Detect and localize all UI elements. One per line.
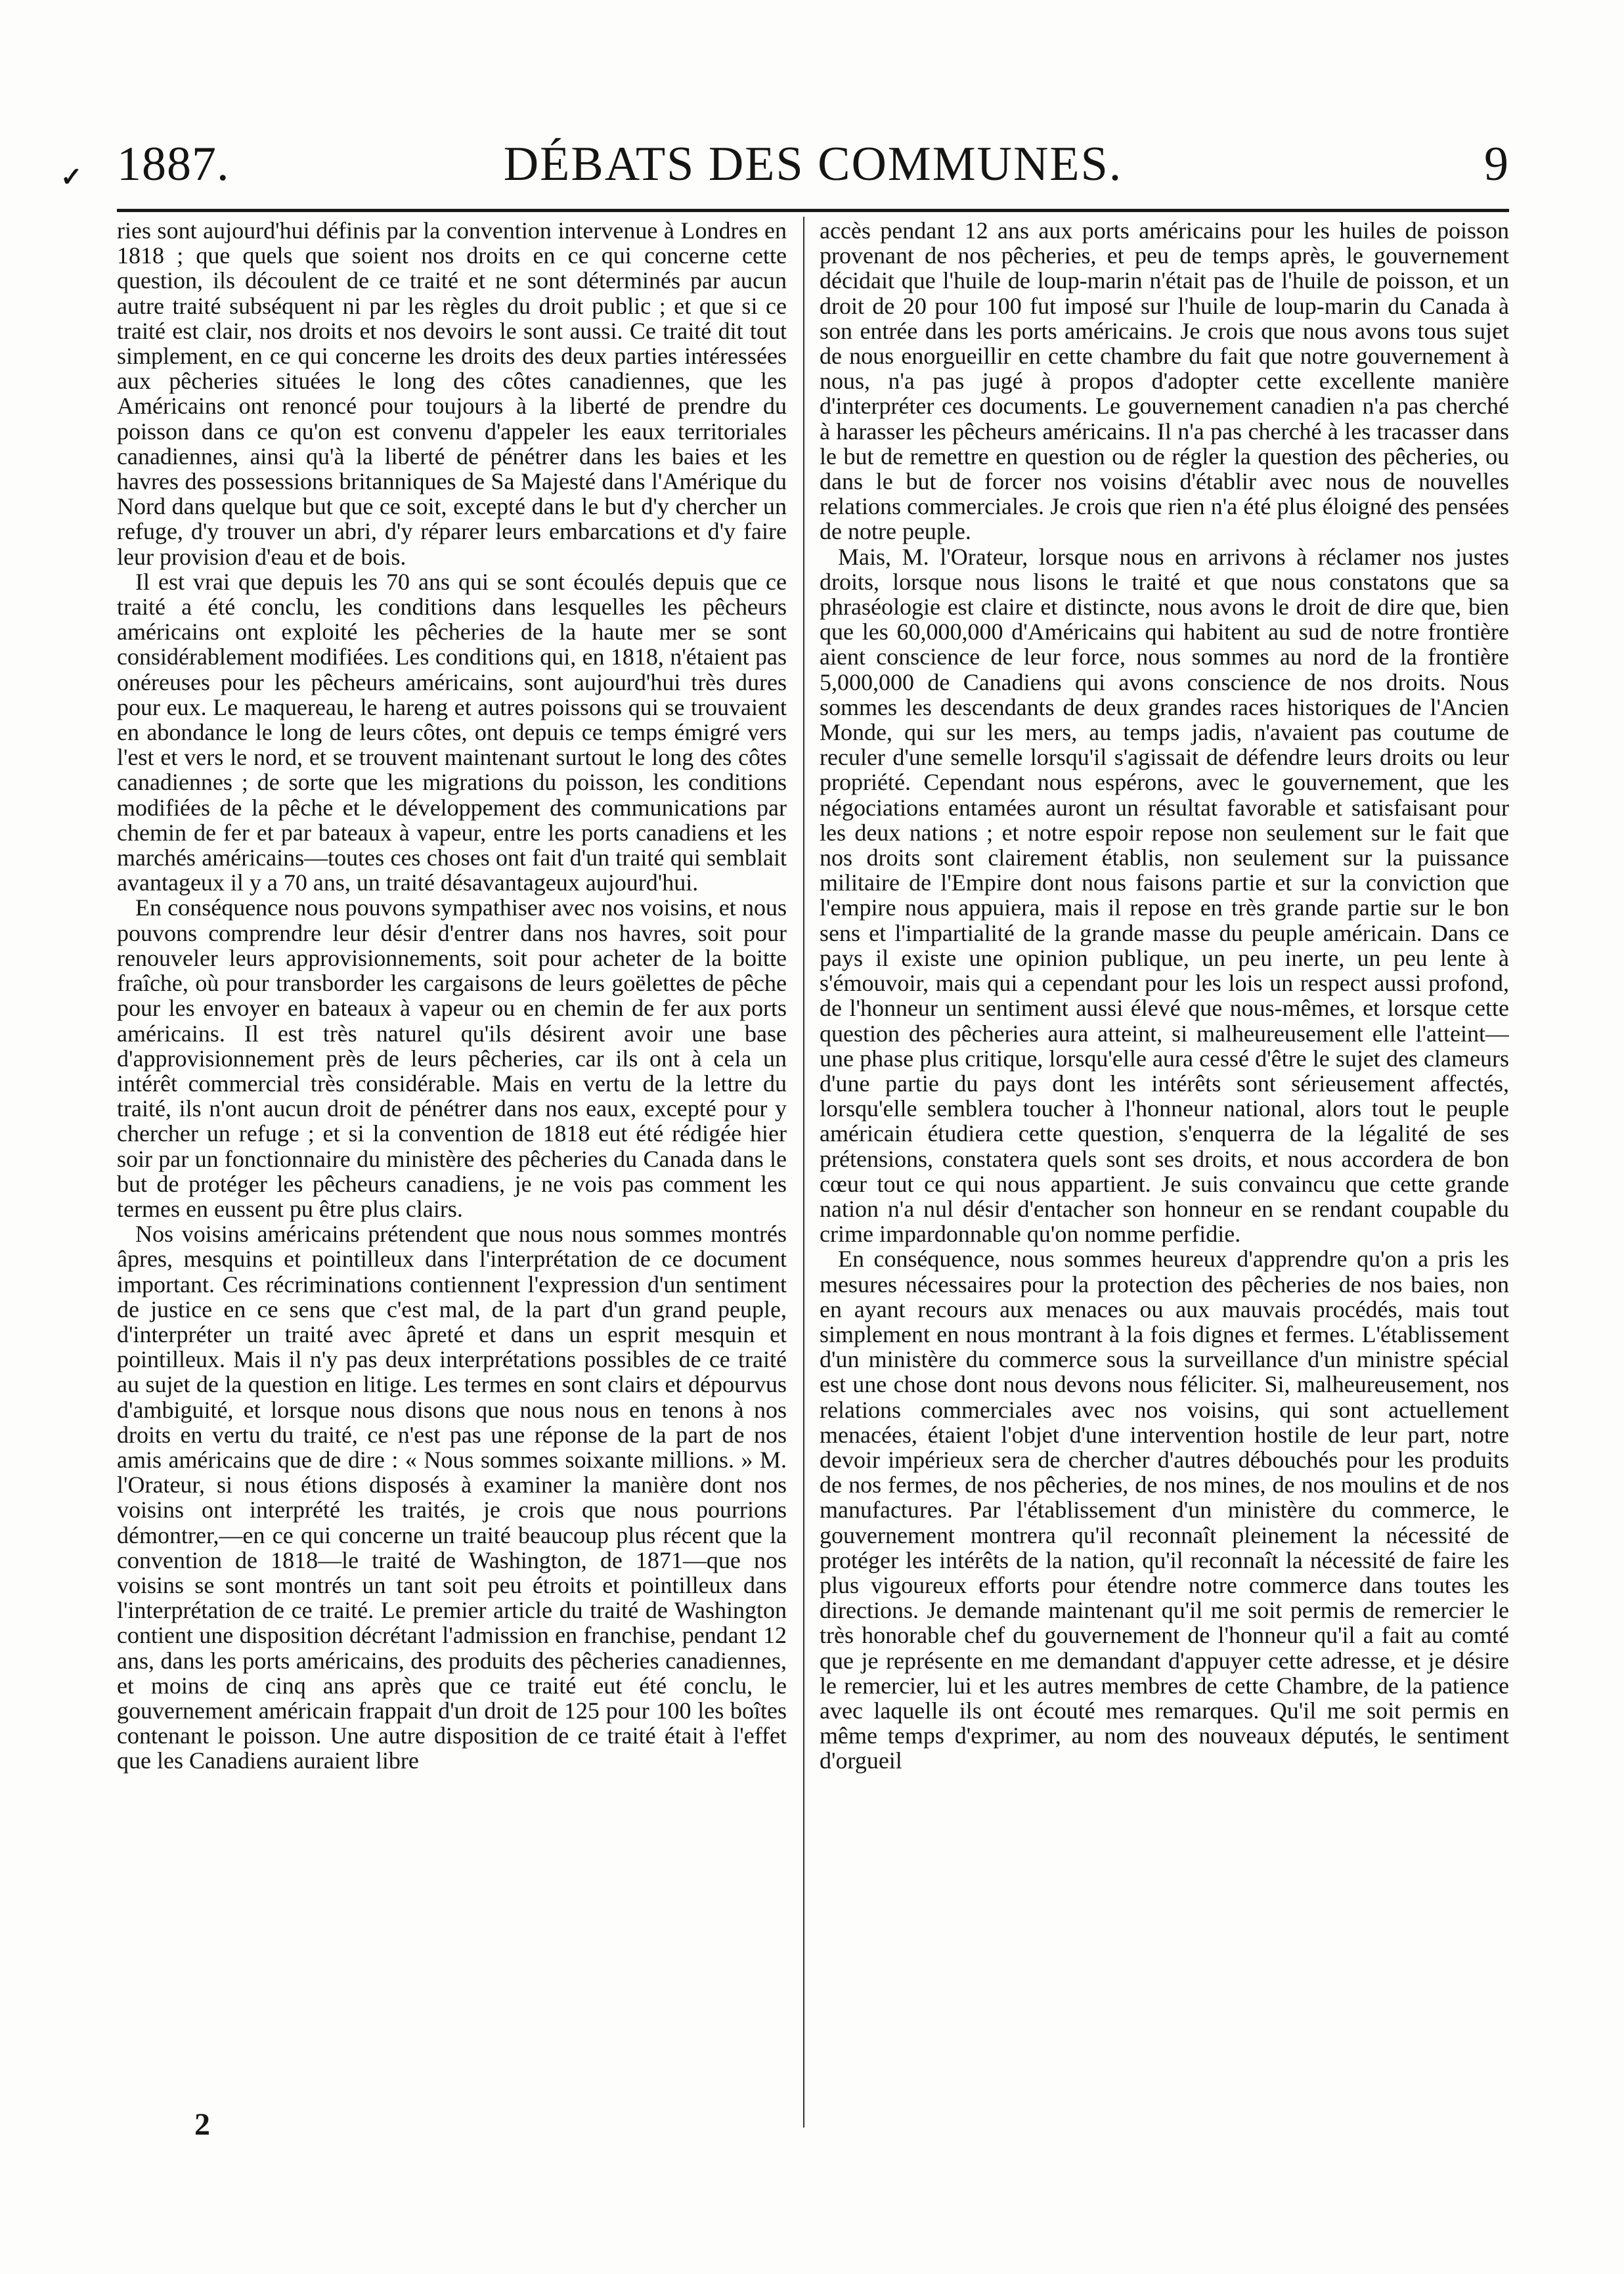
left-paragraph-4: Nos voisins américains prétendent que nous nous sommes montrés âpres, mesquins et pointilleux dans l'interprétation de ce document important. Ces récriminations contiennent l'expression d'un sentiment de justice en ce sens que c'est mal, de la part d'un grand peuple, d'interpréter un traité avec âpreté et dans un esprit mesquin et pointilleux. Mais il n'y pas deux interprétations possibles de ce traité au sujet de la question en litige. Les termes en sont clairs et dépourvus d'ambiguité, et lorsque nous disons que nous nous en tenons à nos droits en vertu du traité, ce n'est pas une réponse de la part de nos amis américains que de dire : « Nous sommes soixante millions. » M. l'Orateur, si nous étions disposés à examiner la manière dont nos voisins ont interprété les traités, je crois que nous pourrions démontrer,—en ce qui concerne un traité beaucoup plus récent que la convention de 1818—le traité de Washington, de 1871—que nos voisins se sont montrés un tant soit peu étroits et pointilleux dans l'interprétation de ce traité. Le premier article du traité de Washington contient une disposition décrétant l'admission en franchise, pendant 12 ans, dans les ports américains, des produits des pêcheries canadiennes, et moins de cinq ans après que ce traité eut été conclu, le gouvernement américain frappait d'un droit de 125 pour 100 les boîtes contenant le poisson. Une autre disposition de ce traité était à l'effet que les Canadiens auraient libre <box>117 1221 787 1774</box>
column-divider <box>803 217 804 2128</box>
header-page-number: 9 <box>1484 137 1509 191</box>
page-header <box>117 131 1509 197</box>
header-rule <box>117 209 1509 212</box>
left-paragraph-2: Il est vrai que depuis les 70 ans qui se sont écoulés depuis que ce traité a été conclu, les conditions dans lesquelles les pêcheurs américains ont exploité les pêcheries de la haute mer se sont considérablement modifiées. Les conditions qui, en 1818, n'étaient pas onéreuses pour les pêcheurs américains, sont aujourd'hui très dures pour eux. Le maquereau, le hareng et autres poissons qui se trouvaient en abondance le long de leurs côtes, ont depuis ce temps émigré vers l'est et vers le nord, et se trouvent maintenant surtout le long des côtes canadiennes ; de sorte que les migrations du poisson, les conditions modifiées de la pêche et le développement des communications par chemin de fer et par bateaux à vapeur, entre les ports canadiens et les marchés américains—toutes ces choses ont fait d'un traité qui semblait avantageux il y a 70 ans, un traité désavantageux aujourd'hui. <box>117 568 787 896</box>
right-paragraph-2: Mais, M. l'Orateur, lorsque nous en arrivons à réclamer nos justes droits, lorsque nous lisons le traité et que nous constatons que sa phraséologie est claire et distincte, nous avons le droit de dire que, bien que les 60,000,000 d'Américains qui habitent au sud de notre frontière aient conscience de leur force, nous sommes au nord de la frontière 5,000,000 de Canadiens qui avons conscience de nos droits. Nous sommes les descendants de deux grandes races historiques de l'Ancien Monde, qui sur les mers, au temps jadis, n'avaient pas coutume de reculer d'une semelle lorsqu'il s'agissait de défendre leurs droits ou leur propriété. Cependant nous espérons, avec le gouvernement, que les négociations entamées auront un résultat favorable et satisfaisant pour les deux nations ; et notre espoir repose non seulement sur le fait que nos droits sont clairement établis, non seulement sur la puissance militaire de l'Empire dont nous faisons partie et sur la conviction que l'empire nous appuiera, mais il repose en très grande partie sur le bon sens et l'impartialité de la grande masse du peuple américain. Dans ce pays il existe une opinion publique, un peu inerte, un peu lente à s'émouvoir, mais qui a cependant pour les lois un respect aussi profond, de l'honneur un sentiment aussi élevé que nous-mêmes, et lorsque cette question des pêcheries aura atteint, si malheureusement elle l'atteint—une phase plus critique, lorsqu'elle aura cessé d'être le sujet des clameurs d'une partie du pays dont les intérêts sont sérieusement affectés, lorsqu'elle semblera toucher à l'honneur national, alors tout le peuple américain étudiera cette question, s'enquerra de la légalité de ses prétensions, constatera quels sont ses droits, et nous accordera de bon cœur tout ce qui nous appartient. Je suis convaincu que cette grande nation n'a nul désir d'entacher son honneur en se rendant coupable du crime impardonnable qu'on nomme perfidie. <box>820 543 1509 1248</box>
header-title: DÉBATS DES COMMUNES. <box>503 137 1123 191</box>
signature-mark: 2 <box>194 2107 210 2142</box>
right-paragraph-1: accès pendant 12 ans aux ports américains pour les huiles de poisson provenant de nos pêcheries, et peu de temps après, le gouvernement décidait que l'huile de loup-marin n'était pas de l'huile de poisson, et un droit de 20 pour 100 fut imposé sur l'huile de loup-marin du Canada à son entrée dans les ports américains. Je crois que nous avons tous sujet de nous enorgueillir en cette chambre du fait que notre gouvernement à nous, n'a pas jugé à propos d'adopter cette excellente manière d'interpréter ces documents. Le gouvernement canadien n'a pas cherché à harasser les pêcheurs américains. Il n'a pas cherché à les tracasser dans le but de remettre en question ou de régler la question des pêcheries, ou dans le but de forcer nos voisins d'établir avec nous de nouvelles relations commerciales. Je crois que rien n'a été plus éloigné des pensées de notre peuple. <box>820 218 1509 545</box>
left-paragraph-1: ries sont aujourd'hui définis par la convention intervenue à Londres en 1818 ; que quels que soient nos droits en ce qui concerne cette question, ils découlent de ce traité et ne sont déterminés par aucun autre traité subséquent ni par les règles du droit public ; et que si ce traité est clair, nos droits et nos devoirs le sont aussi. Ce traité dit tout simplement, en ce qui concerne les droits des deux parties intéressées aux pêcheries situées le long des côtes canadiennes, que les Américains ont renoncé pour toujours à la liberté de prendre du poisson dans ce qu'on est convenu d'appeler les eaux territoriales canadiennes, ainsi qu'à la liberté de pénétrer dans les baies et les havres des possessions britanniques de Sa Majesté dans l'Amérique du Nord dans quelque but que ce soit, excepté dans le but d'y chercher un refuge, d'y trouver un abri, d'y réparer leurs embarcations et d'y faire leur provision d'eau et de bois. <box>117 218 787 570</box>
right-column <box>820 218 1509 2126</box>
left-column <box>117 218 787 2126</box>
header-year: 1887. <box>117 137 230 191</box>
margin-check-mark: ✓ <box>60 162 83 192</box>
right-paragraph-3: En conséquence, nous sommes heureux d'apprendre qu'on a pris les mesures nécessaires pour la protection des pêcheries de nos baies, non en ayant recours aux menaces ou aux mauvais procédés, mais tout simplement en nous montrant à la fois dignes et fermes. L'établissement d'un ministère du commerce sous la surveillance d'un ministre spécial est une chose dont nous devons nous féliciter. Si, malheureusement, nos relations commerciales avec nos voisins, qui sont actuellement menacées, étaient l'objet d'une intervention hostile de leur part, notre devoir impérieux sera de chercher d'autres débouchés pour les produits de nos fermes, de nos pêcheries, de nos mines, de nos moulins et de nos manufactures. Par l'établissement d'un ministère du commerce, le gouvernement montrera qu'il reconnaît pleinement la nécessité de protéger les intérêts de la nation, qu'il reconnaît la nécessité de faire les plus vigoureux efforts pour étendre notre commerce dans toutes les directions. Je demande maintenant qu'il me soit permis de remercier le très honorable chef du gouvernement de l'honneur qu'il a fait au comté que je représente en me demandant d'appuyer cette adresse, et je désire le remercier, lui et les autres membres de cette Chambre, de la patience avec laquelle ils ont écouté mes remarques. Qu'il me soit permis en même temps d'exprimer, au nom des nouveaux députés, le sentiment d'orgueil <box>820 1246 1509 1774</box>
left-paragraph-3: En conséquence nous pouvons sympathiser avec nos voisins, et nous pouvons comprendre leur désir d'entrer dans nos havres, soit pour renouveler leurs approvisionnements, soit pour acheter de la boitte fraîche, où pour transborder les cargaisons de leurs goëlettes de pêche pour les envoyer en bateaux à vapeur ou en chemin de fer aux ports américains. Il est très naturel qu'ils désirent avoir une base d'approvisionnement près de leurs pêcheries, car ils ont à cela un intérêt commercial très considérable. Mais en vertu de la lettre du traité, ils n'ont aucun droit de pénétrer dans nos eaux, excepté pour y chercher un refuge ; et si la convention de 1818 eut été rédigée hier soir par un fonctionnaire du ministère des pêcheries du Canada dans le but de protéger les pêcheurs canadiens, je ne vois pas comment les termes en eussent pu être plus clairs. <box>117 894 787 1222</box>
